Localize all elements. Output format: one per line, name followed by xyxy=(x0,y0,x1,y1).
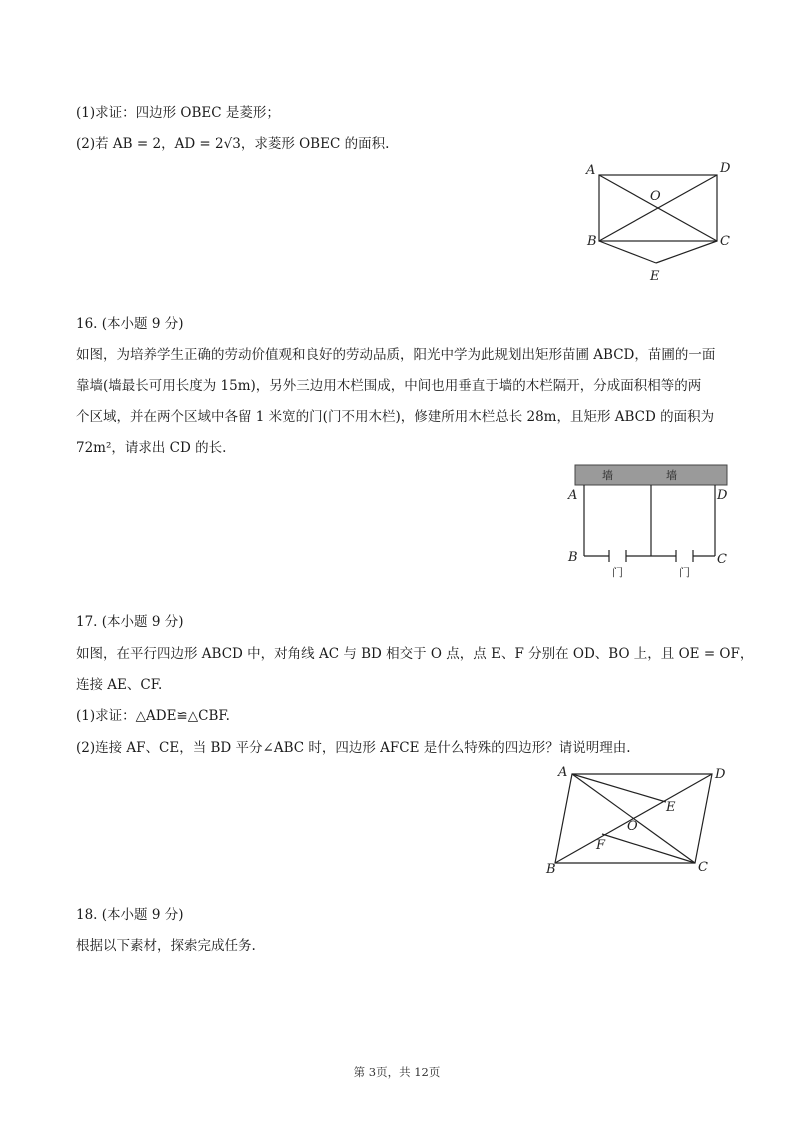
q16-wall-label-2: 墙 xyxy=(666,469,677,482)
q17-part2: (2)连接 AF、CE，当 BD 平分∠ABC 时，四边形 AFCE 是什么特殊的四边形？请说明理由. xyxy=(76,740,631,756)
q17-label-F: F xyxy=(596,838,606,853)
q16-line4: 72m²，请求出 CD 的长. xyxy=(76,440,227,456)
q18-line1: 根据以下素材，探索完成任务. xyxy=(76,938,256,954)
q15-label-C: C xyxy=(720,234,730,249)
q16-line2: 靠墙(墙最长可用长度为 15m)，另外三边用木栏围成，中间也用垂直于墙的木栏隔开，分成面积相等的两 xyxy=(76,378,702,394)
q17-label-B: B xyxy=(546,862,556,877)
q15-part2: (2)若 AB = 2，AD = 2√3，求菱形 OBEC 的面积. xyxy=(76,136,390,152)
q16-figure xyxy=(562,460,734,582)
q16-wall-label-1: 墙 xyxy=(602,469,613,482)
q15-label-O: O xyxy=(650,189,661,204)
q15-label-E: E xyxy=(650,269,660,284)
q17-part1: (1)求证：△ADE≌△CBF. xyxy=(76,708,230,724)
q17-label-E: E xyxy=(666,800,676,815)
q17-line2: 连接 AE、CF. xyxy=(76,677,163,693)
q16-door-label-1: 门 xyxy=(612,566,623,579)
q17-figure xyxy=(540,762,736,880)
q16-label-A: A xyxy=(568,488,578,503)
q15-label-B: B xyxy=(587,234,597,249)
q15-figure xyxy=(584,158,734,288)
q16-door-label-2: 门 xyxy=(679,566,690,579)
q16-label-C: C xyxy=(717,552,727,567)
q15-label-A: A xyxy=(586,163,596,178)
q16-line1: 如图，为培养学生正确的劳动价值观和良好的劳动品质，阳光中学为此规划出矩形苗圃 ABCD，苗圃的一面 xyxy=(76,347,716,363)
q17-label-O: O xyxy=(627,819,638,834)
q18-heading: 18. (本小题 9 分) xyxy=(76,907,184,923)
q17-heading: 17. (本小题 9 分) xyxy=(76,614,184,630)
q15-label-D: D xyxy=(720,161,731,176)
q15-part1: (1)求证：四边形 OBEC 是菱形； xyxy=(76,105,280,121)
q17-label-A: A xyxy=(558,765,568,780)
q16-heading: 16. (本小题 9 分) xyxy=(76,316,184,332)
page-footer: 第 3页，共 12页 xyxy=(353,1065,441,1079)
q16-label-B: B xyxy=(568,550,578,565)
q16-line3: 个区域，并在两个区域中各留 1 米宽的门(门不用木栏)，修建所用木栏总长 28m，且矩形 ABCD 的面积为 xyxy=(76,409,715,425)
q16-label-D: D xyxy=(717,488,728,503)
q17-label-D: D xyxy=(715,767,726,782)
q17-line1: 如图，在平行四边形 ABCD 中，对角线 AC 与 BD 相交于 O 点，点 E、F 分别在 OD、BO 上，且 OE = OF， xyxy=(76,646,754,662)
q17-label-C: C xyxy=(698,860,708,875)
